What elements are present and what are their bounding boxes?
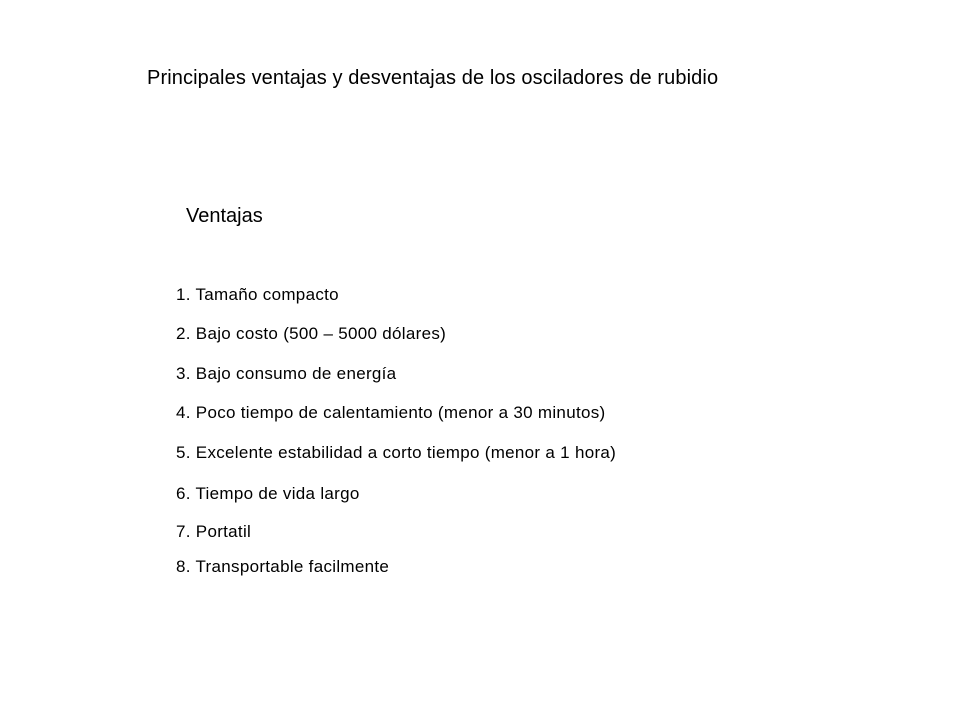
advantage-item: 7. Portatil [176, 522, 252, 541]
advantage-item: 5. Excelente estabilidad a corto tiempo (menor a 1 hora) [176, 443, 617, 462]
slide-title: Principales ventajas y desventajas de los osciladores de rubidio [147, 67, 719, 89]
advantage-item: 8. Transportable facilmente [176, 557, 390, 576]
advantage-item: 6. Tiempo de vida largo [176, 484, 360, 503]
section-heading-ventajas: Ventajas [186, 205, 263, 227]
advantage-item: 3. Bajo consumo de energía [176, 364, 397, 383]
advantage-item: 2. Bajo costo (500 – 5000 dólares) [176, 324, 447, 343]
advantage-item: 4. Poco tiempo de calentamiento (menor a 30 minutos) [176, 403, 606, 422]
advantage-item: 1. Tamaño compacto [176, 285, 339, 304]
